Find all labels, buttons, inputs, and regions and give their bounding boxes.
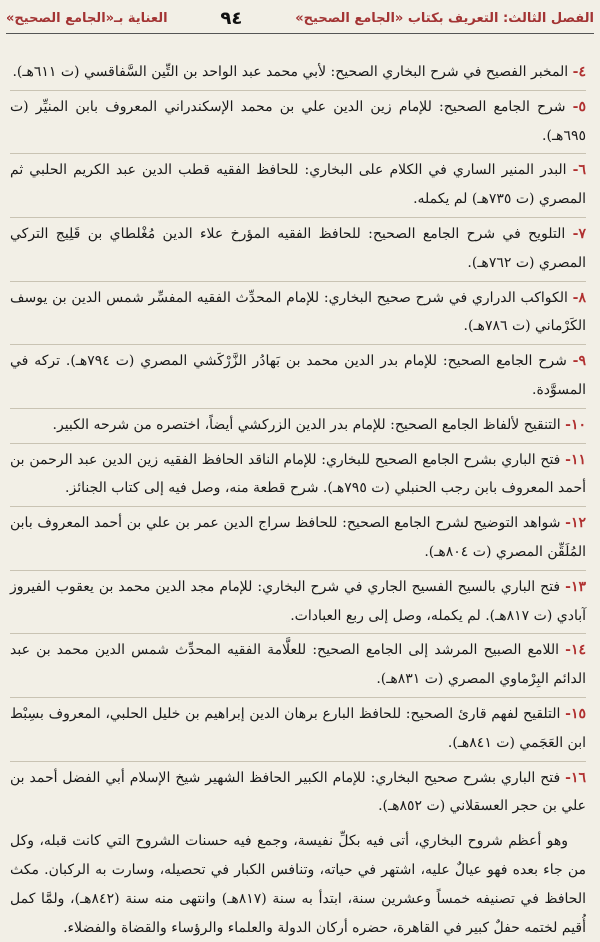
entry-text: فتح الباري بشرح الجامع الصحيح للبخاري: للإمام الناقد الحافظ الفقيه زين الدين عبد الرحمن بن أحمد المعروف بابن رجب الحنبلي (ت ٧٩٥هـ). شرح قطعة منه، وصل فيه إلى كتاب الجنائز. xyxy=(10,451,586,497)
entry-number: ٧- xyxy=(572,225,586,242)
header-rule xyxy=(6,33,594,34)
chapter-title: الفصل الثالث: التعريف بكتاب «الجامع الصحيح» xyxy=(295,10,594,26)
list-item xyxy=(10,506,586,567)
entry-number: ٨- xyxy=(572,289,587,306)
entry-text: شرح الجامع الصحيح: للإمام بدر الدين محمد بن بَهادُر الزَّرْكَشي المصري (ت ٧٩٤هـ). تركه في المسوَّدة. xyxy=(10,353,586,398)
list-item xyxy=(10,58,586,87)
page-body xyxy=(10,58,586,942)
entry-text: التلويح في شرح الجامع الصحيح: للحافظ الفقيه المؤرخ علاء الدين مُغْلطاي بن قَلِيج التركي المصري (ت ٧٦٢هـ). xyxy=(10,225,586,271)
entry-text: فتح الباري بالسيح الفسيح الجاري في شرح البخاري: للإمام مجد الدين محمد بن يعقوب الفيروز آبادي (ت ٨١٧هـ). لم يكمله، وصل إلى ربع العبادات. xyxy=(10,578,586,624)
list-item xyxy=(10,443,586,504)
list-item xyxy=(10,697,586,758)
list-item xyxy=(10,344,586,405)
entry-number: ١٤- xyxy=(565,642,587,659)
entry-number: ١٦- xyxy=(565,769,587,786)
section-title: العناية بـ«الجامع الصحيح» xyxy=(6,10,168,26)
entry-number: ١٥- xyxy=(565,705,586,722)
entry-text: البدر المنير الساري في الكلام على البخاري: للحافظ الفقيه قطب الدين عبد الكريم الحلبي ثم المصري (ت ٧٣٥هـ) لم يكمله. xyxy=(10,162,586,208)
entry-text: اللامع الصبيح المرشد إلى الجامع الصحيح: للعلَّامة الفقيه المحدِّث شمس الدين محمد بن عبد الدائم البِرْماوي المصري (ت ٨٣١هـ). xyxy=(10,642,586,688)
page-number: ٩٤ xyxy=(220,7,243,29)
entry-number: ١١- xyxy=(565,451,586,468)
list-item xyxy=(10,153,586,214)
entry-text: التنقيح لألفاظ الجامع الصحيح: للإمام بدر الدين الزركشي أيضاً، اختصره من شرحه الكبير. xyxy=(52,416,561,433)
list-item xyxy=(10,408,586,440)
closing-paragraph: وهو أعظم شروح البخاري، أتى فيه بكلِّ نفيسة، وجمع فيه حسنات الشروح التي كانت قبله، وكل من جاء بعده فهو عيالٌ عليه، اشتهر في حياته، وتنافس الكبار في تحصيله، وسارت به الركبان. مكث الحافظ في تصنيفه خمساً وعشرين سنة، ابتدأ به سنة (٨١٧هـ) وانتهى منه سنة (٨٤٢هـ)، ولمَّا كمل أُقيم لختمه حفلٌ كبير في القاهرة، حضره أركان الدولة والعلماء والرؤساء والقضاة والفضلاء. xyxy=(10,833,586,936)
entry-text: المخبر الفصيح في شرح البخاري الصحيح: لأبي محمد عبد الواحد بن التِّين السَّفاقسي (ت ٦١١هـ). xyxy=(12,64,569,80)
list-item xyxy=(10,281,586,342)
list-item xyxy=(10,761,586,822)
entry-list xyxy=(10,58,586,821)
list-item xyxy=(10,217,586,278)
entry-text: التلقيح لفهم قارئ الصحيح: للحافظ البارع برهان الدين إبراهيم بن خليل الحلبي، المعروف بسِبْط ابن العَجَمي (ت ٨٤١هـ). xyxy=(10,705,586,751)
page-header xyxy=(6,4,594,32)
entry-number: ٦- xyxy=(572,162,586,179)
entry-text: فتح الباري بشرح صحيح البخاري: للإمام الكبير الحافظ الشهير شيخ الإسلام أبي الفضل أحمد بن علي بن حجر العسقلاني (ت ٨٥٢هـ). xyxy=(10,769,586,815)
entry-text: الكواكب الدراري في شرح صحيح البخاري: للإمام المحدِّث الفقيه المفسِّر شمس الدين بن يوسف الكَرْماني (ت ٧٨٦هـ). xyxy=(10,289,586,335)
entry-number: ١٠- xyxy=(565,416,586,433)
entry-text: شرح الجامع الصحيح: للإمام زين الدين علي بن محمد الإسكندراني المعروف بابن المنيِّر (ت ٦٩٥هـ). xyxy=(10,98,586,144)
list-item xyxy=(10,633,586,694)
entry-number: ٥- xyxy=(572,98,586,115)
list-item xyxy=(10,90,586,151)
entry-number: ٤- xyxy=(572,64,586,80)
entry-number: ١٣- xyxy=(565,578,586,595)
entry-number: ٩- xyxy=(572,353,586,370)
entry-text: شواهد التوضيح لشرح الجامع الصحيح: للحافظ سراج الدين عمر بن علي بن أحمد المعروف بابن المُلَقِّن المصري (ت ٨٠٤هـ). xyxy=(10,515,586,560)
list-item xyxy=(10,570,586,631)
entry-number: ١٢- xyxy=(565,515,586,532)
